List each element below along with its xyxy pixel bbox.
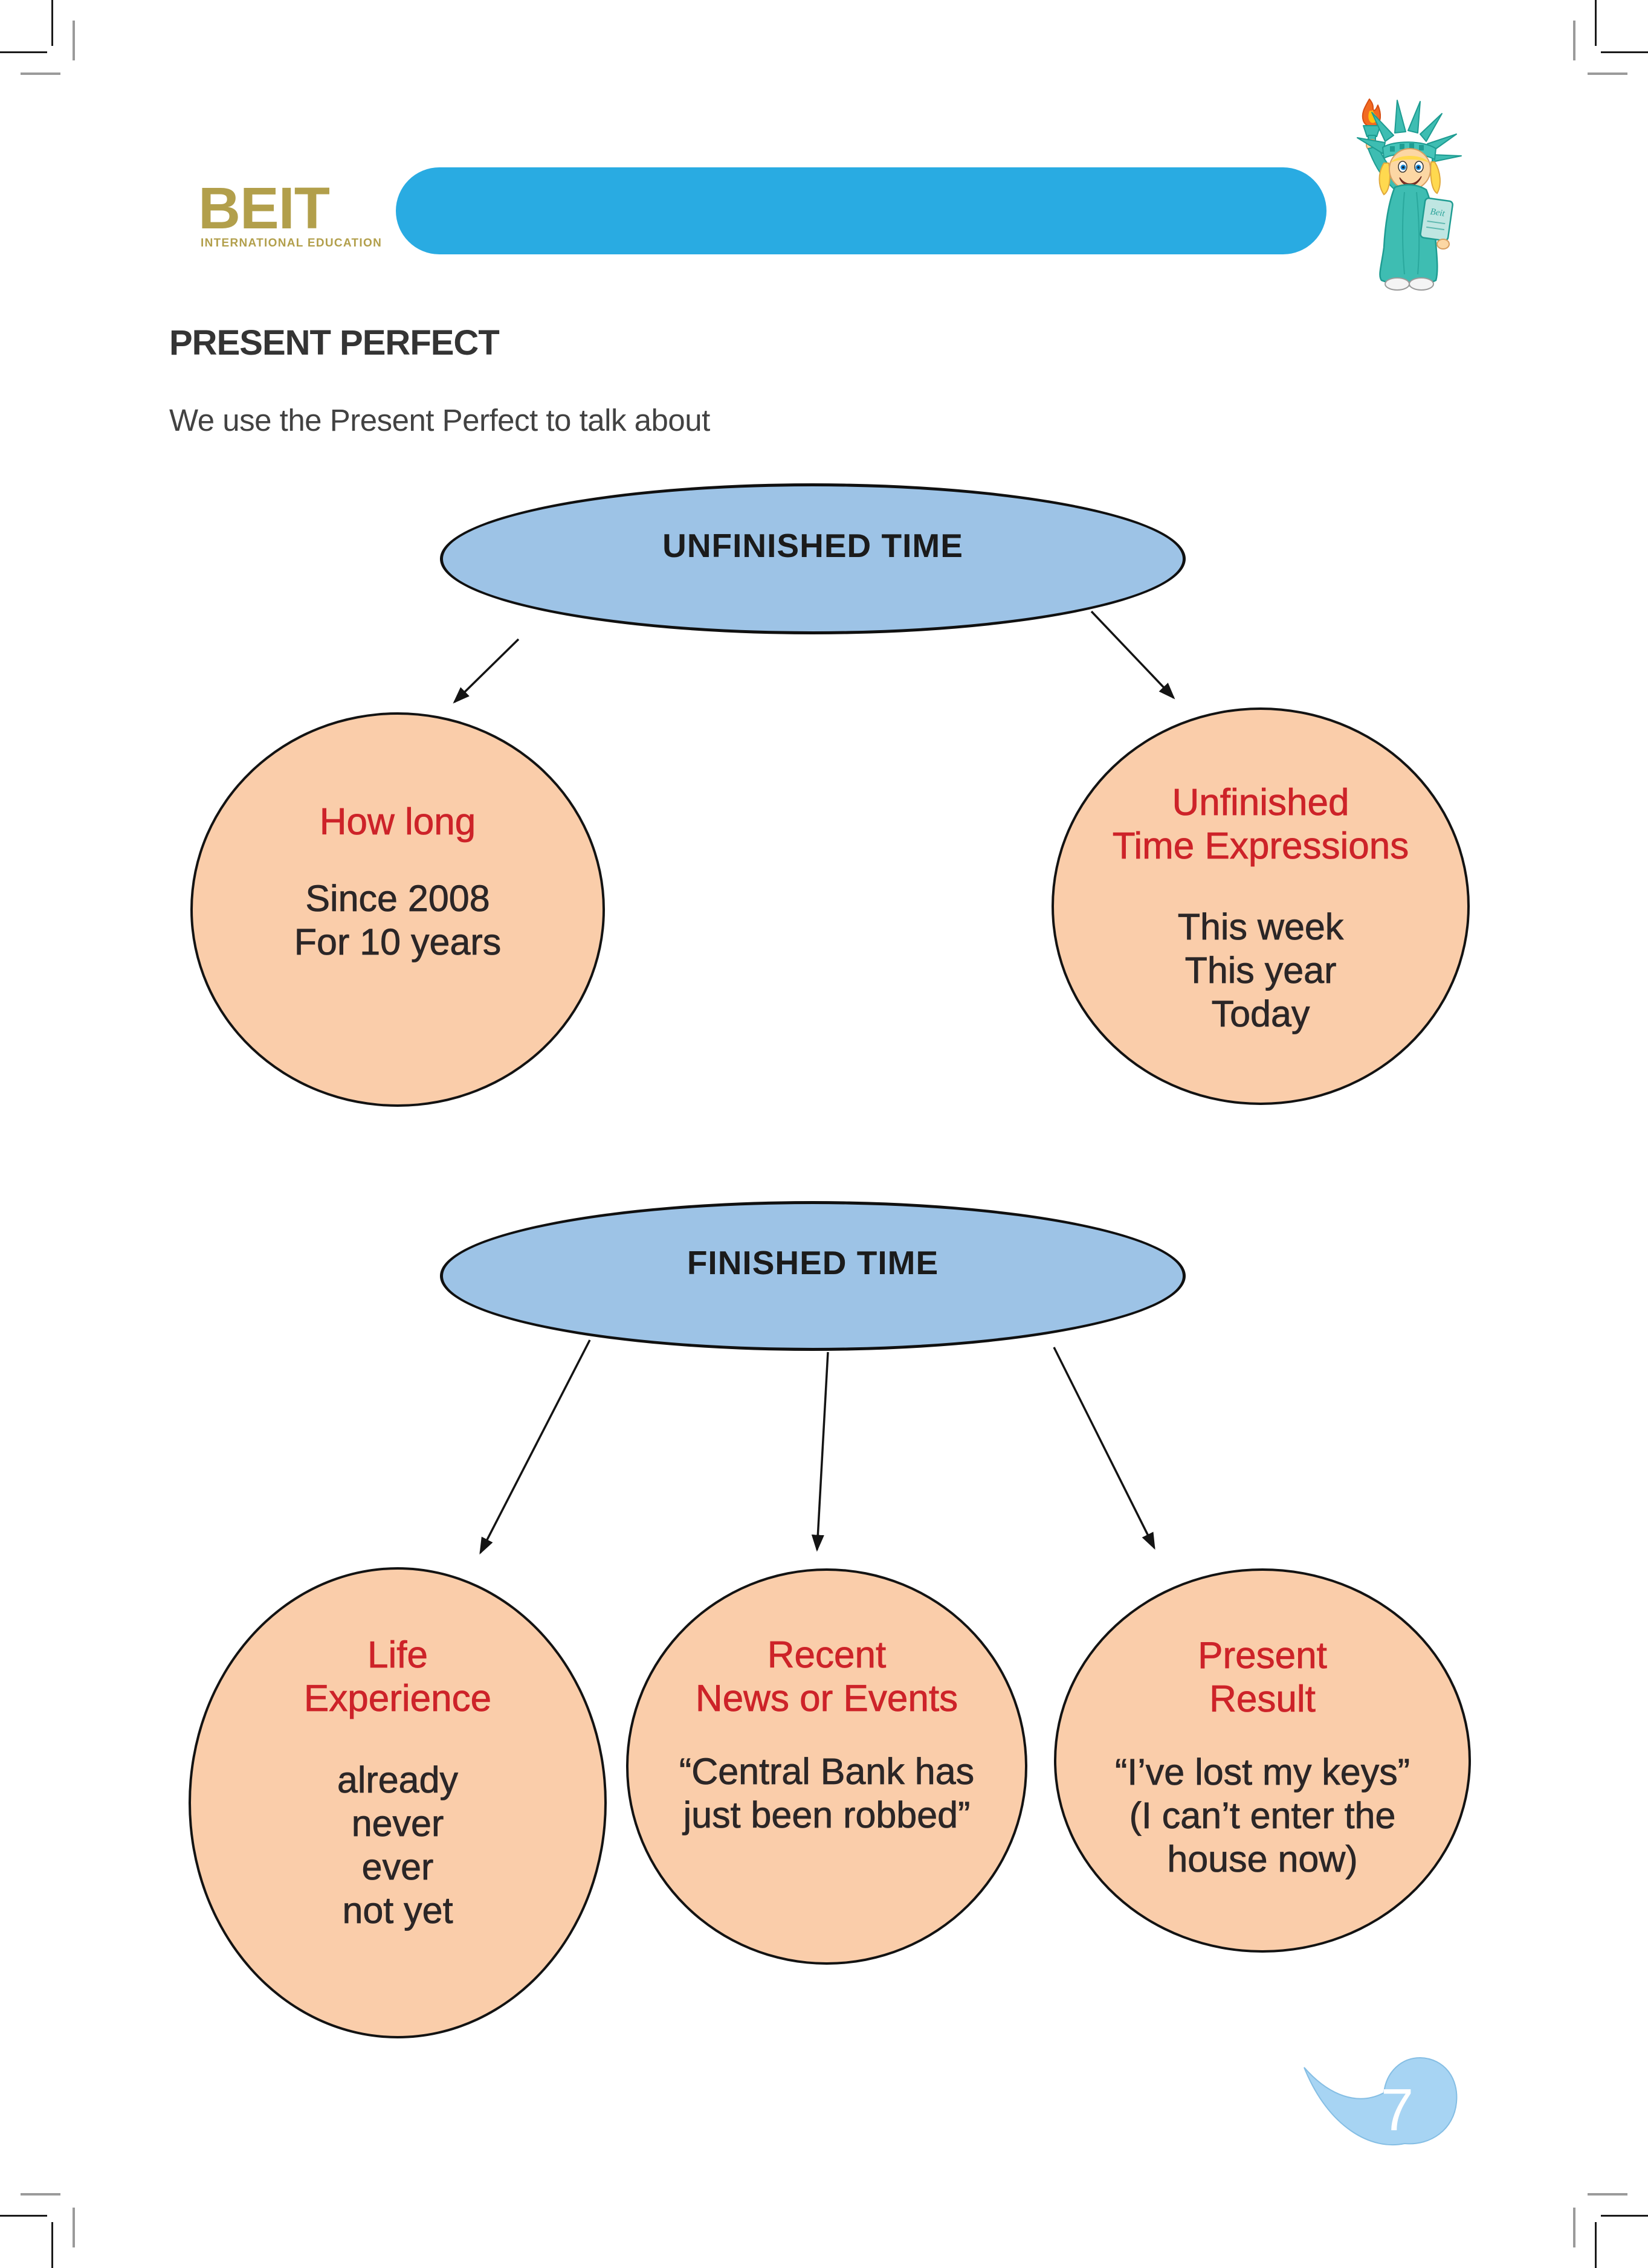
- crop-mark: [1595, 2222, 1597, 2268]
- circle-title: How long: [319, 801, 476, 843]
- circle-title: Recent News or Events: [695, 1634, 958, 1719]
- circle-title: Unfinished Time Expressions: [1112, 782, 1409, 867]
- crop-mark: [1588, 72, 1627, 75]
- unfinished-time-label: UNFINISHED TIME: [662, 527, 963, 564]
- circle-body: Since 2008 For 10 years: [294, 878, 502, 962]
- circle-recent-news-or-events: [626, 1568, 1027, 1965]
- finished-time-label: FINISHED TIME: [687, 1244, 939, 1281]
- crop-mark: [51, 0, 53, 46]
- circle-how-long: [190, 712, 605, 1107]
- crop-mark: [1601, 51, 1648, 53]
- statue-of-liberty-mascot: [1346, 95, 1467, 295]
- crop-mark: [51, 2222, 53, 2268]
- circle-title: Life Experience: [303, 1634, 492, 1719]
- arrow-finished-to-life: [480, 1340, 590, 1553]
- arrow-finished-to-present: [1054, 1347, 1154, 1548]
- circle-body: “Central Bank has just been robbed”: [679, 1751, 975, 1835]
- finished-time-ellipse: [440, 1201, 1186, 1351]
- circle-life-experience: [189, 1567, 607, 2038]
- circle-unfinished-time-expressions: [1052, 707, 1470, 1105]
- mascot-tablet: [1420, 198, 1453, 241]
- crop-mark: [73, 21, 75, 60]
- circle-body: This week This year Today: [1177, 906, 1344, 1034]
- arrow-unfinished-to-howlong: [454, 639, 519, 702]
- arrow-finished-to-recent: [817, 1352, 828, 1550]
- crop-mark: [0, 2215, 47, 2217]
- crop-mark: [0, 51, 47, 53]
- crop-mark: [21, 72, 60, 75]
- circle-present-result: [1054, 1568, 1471, 1953]
- beit-logo-tagline: INTERNATIONAL EDUCATION: [201, 237, 383, 250]
- mascot-tablet-text: Beit: [1429, 207, 1446, 219]
- unfinished-time-ellipse: [440, 483, 1186, 634]
- crop-mark: [1595, 0, 1597, 46]
- beit-logo: BEIT: [198, 175, 329, 241]
- crop-mark: [21, 2193, 60, 2196]
- arrow-unfinished-to-expressions: [1091, 611, 1174, 698]
- crop-mark: [1573, 21, 1575, 60]
- circle-body: “I’ve lost my keys” (I can’t enter the house now): [1114, 1751, 1410, 1880]
- page-number: 7: [1380, 2076, 1414, 2143]
- page-number-badge: [1301, 2055, 1461, 2151]
- intro-text: We use the Present Perfect to talk about: [169, 403, 710, 437]
- crop-mark: [73, 2208, 75, 2247]
- crop-mark: [1573, 2208, 1575, 2247]
- crop-mark: [1588, 2193, 1627, 2196]
- circle-body: already never ever not yet: [337, 1759, 459, 1931]
- page-title: PRESENT PERFECT: [169, 323, 499, 362]
- crop-mark: [1601, 2215, 1648, 2217]
- circle-title: Present Result: [1198, 1635, 1327, 1720]
- header-banner: [396, 167, 1326, 254]
